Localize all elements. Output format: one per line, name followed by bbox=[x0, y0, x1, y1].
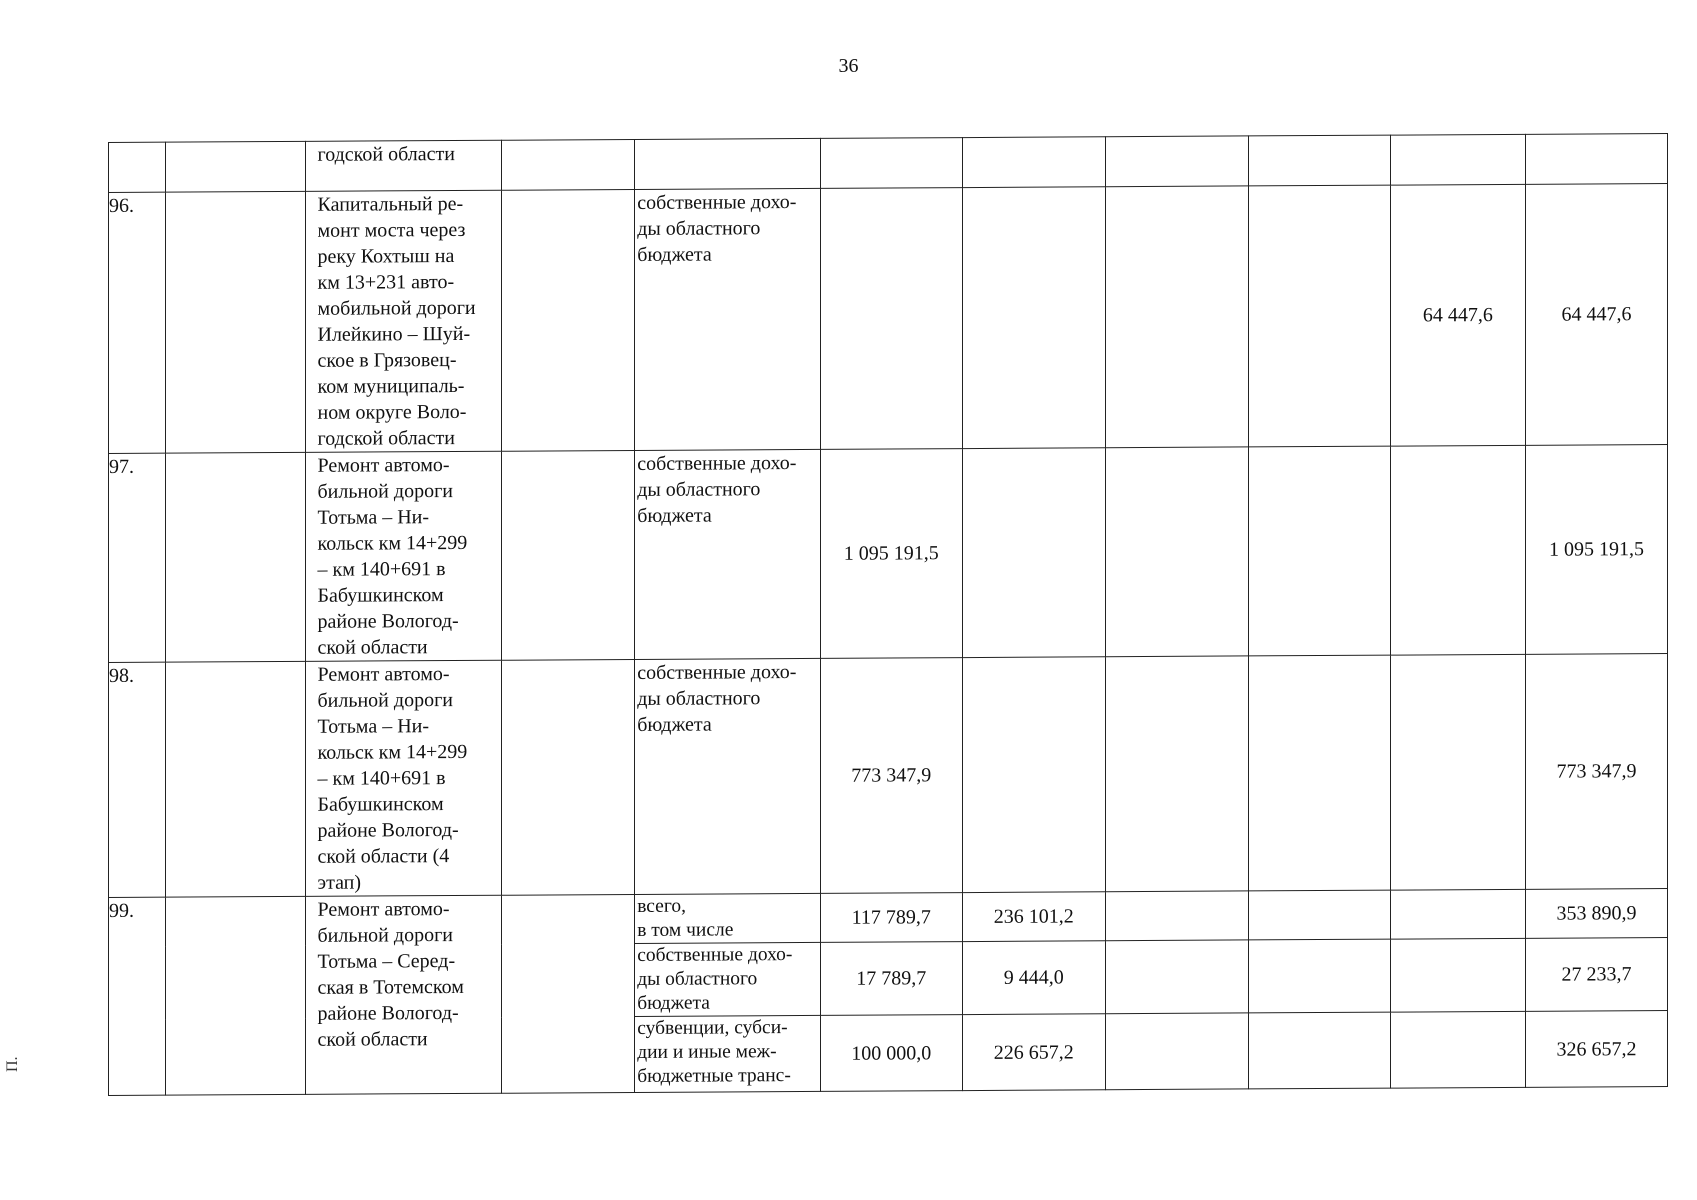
cell-source: субвенции, субси- дии и иные меж- бюджетные транс- bbox=[635, 1015, 821, 1092]
cell-col-e: 64 447,6 bbox=[1390, 184, 1525, 446]
cell-code bbox=[165, 896, 305, 1095]
cell-source bbox=[635, 138, 821, 189]
cell-total bbox=[1526, 134, 1668, 185]
cell-name: годской области bbox=[305, 140, 502, 191]
cell-col-d bbox=[1248, 185, 1390, 447]
cell-empty bbox=[502, 450, 635, 660]
cell-total: 27 233,7 bbox=[1526, 938, 1668, 1012]
cell-total: 64 447,6 bbox=[1526, 184, 1668, 446]
cell-code bbox=[165, 141, 305, 192]
cell-total: 773 347,9 bbox=[1526, 654, 1668, 890]
cell-col-a: 100 000,0 bbox=[820, 1015, 962, 1092]
cell-col-d bbox=[1248, 890, 1390, 940]
cell-index: 99. bbox=[109, 897, 166, 1095]
table-row-96 bbox=[109, 184, 1668, 454]
cell-empty bbox=[502, 139, 635, 190]
cell-code bbox=[165, 661, 305, 897]
cell-index: 98. bbox=[109, 662, 166, 897]
cell-index bbox=[109, 142, 166, 192]
cell-empty bbox=[502, 189, 635, 451]
cell-col-a: 117 789,7 bbox=[820, 893, 962, 943]
cell-col-a: 1 095 191,5 bbox=[820, 449, 962, 659]
cell-code bbox=[165, 452, 305, 662]
cell-col-e bbox=[1390, 134, 1525, 185]
cell-col-e bbox=[1390, 654, 1525, 890]
cell-col-e bbox=[1390, 889, 1525, 939]
cell-col-b bbox=[962, 187, 1105, 449]
cell-col-b: 226 657,2 bbox=[962, 1014, 1105, 1091]
cell-index: 96. bbox=[109, 192, 166, 453]
page-number: 36 bbox=[838, 55, 859, 77]
cell-empty bbox=[502, 659, 635, 895]
cell-col-c bbox=[1105, 656, 1248, 892]
cell-col-b bbox=[962, 657, 1105, 893]
table-row-97 bbox=[109, 445, 1668, 663]
cell-col-c bbox=[1105, 186, 1248, 448]
budget-table-wrapper bbox=[108, 133, 1668, 1096]
cell-col-e bbox=[1390, 445, 1525, 655]
cell-col-b bbox=[962, 448, 1105, 658]
cell-source: собственные дохо- ды областного бюджета bbox=[635, 942, 821, 1016]
cell-col-c bbox=[1105, 447, 1248, 657]
cell-index: 97. bbox=[109, 453, 166, 662]
cell-col-d bbox=[1248, 1012, 1390, 1089]
margin-mark: П. bbox=[4, 1056, 21, 1072]
table-row-98 bbox=[109, 654, 1668, 898]
cell-col-e bbox=[1390, 1011, 1525, 1088]
cell-col-c bbox=[1105, 136, 1248, 187]
cell-col-c bbox=[1105, 940, 1248, 1014]
cell-col-a: 17 789,7 bbox=[820, 942, 962, 1016]
cell-source: собственные дохо- ды областного бюджета bbox=[635, 658, 821, 894]
table-row-99-total bbox=[109, 889, 1668, 947]
cell-col-e bbox=[1390, 938, 1525, 1012]
cell-source: собственные дохо- ды областного бюджета bbox=[635, 449, 821, 659]
cell-col-a bbox=[820, 188, 962, 450]
cell-total: 326 657,2 bbox=[1526, 1011, 1668, 1088]
cell-source: собственные дохо- ды областного бюджета bbox=[635, 188, 821, 450]
table-row-continued bbox=[109, 134, 1668, 193]
cell-total: 353 890,9 bbox=[1526, 889, 1668, 939]
cell-col-a: 773 347,9 bbox=[820, 658, 962, 894]
cell-col-d bbox=[1248, 135, 1390, 186]
cell-total: 1 095 191,5 bbox=[1526, 445, 1668, 655]
cell-col-d bbox=[1248, 655, 1390, 891]
cell-code bbox=[165, 191, 305, 453]
cell-empty bbox=[502, 894, 635, 1093]
cell-name: Ремонт автомо- бильной дороги Тотьма – Ни- кольск км 14+299 – км 140+691 в Бабушкинском районе Вологод- ской области (4 этап) bbox=[305, 660, 502, 896]
cell-col-c bbox=[1105, 1013, 1248, 1090]
cell-name: Ремонт автомо- бильной дороги Тотьма – Ни- кольск км 14+299 – км 140+691 в Бабушкинском районе Вологод- ской области bbox=[305, 451, 502, 661]
cell-col-b bbox=[962, 137, 1105, 188]
cell-name: Ремонт автомо- бильной дороги Тотьма – Серед- ская в Тотемском районе Вологод- ской области bbox=[305, 895, 502, 1094]
cell-col-b: 236 101,2 bbox=[962, 892, 1105, 942]
cell-col-a bbox=[820, 138, 962, 189]
budget-table bbox=[108, 133, 1668, 1096]
cell-source: всего, в том числе bbox=[635, 893, 821, 943]
cell-col-d bbox=[1248, 939, 1390, 1013]
cell-col-c bbox=[1105, 891, 1248, 941]
cell-col-b: 9 444,0 bbox=[962, 941, 1105, 1015]
cell-name: Капитальный ре- монт моста через реку Кохтыш на км 13+231 авто- мобильной дороги Илейкино – Шуй- ское в Грязовец- ком муниципаль- ном округе Воло- годской области bbox=[305, 190, 502, 452]
cell-col-d bbox=[1248, 446, 1390, 656]
